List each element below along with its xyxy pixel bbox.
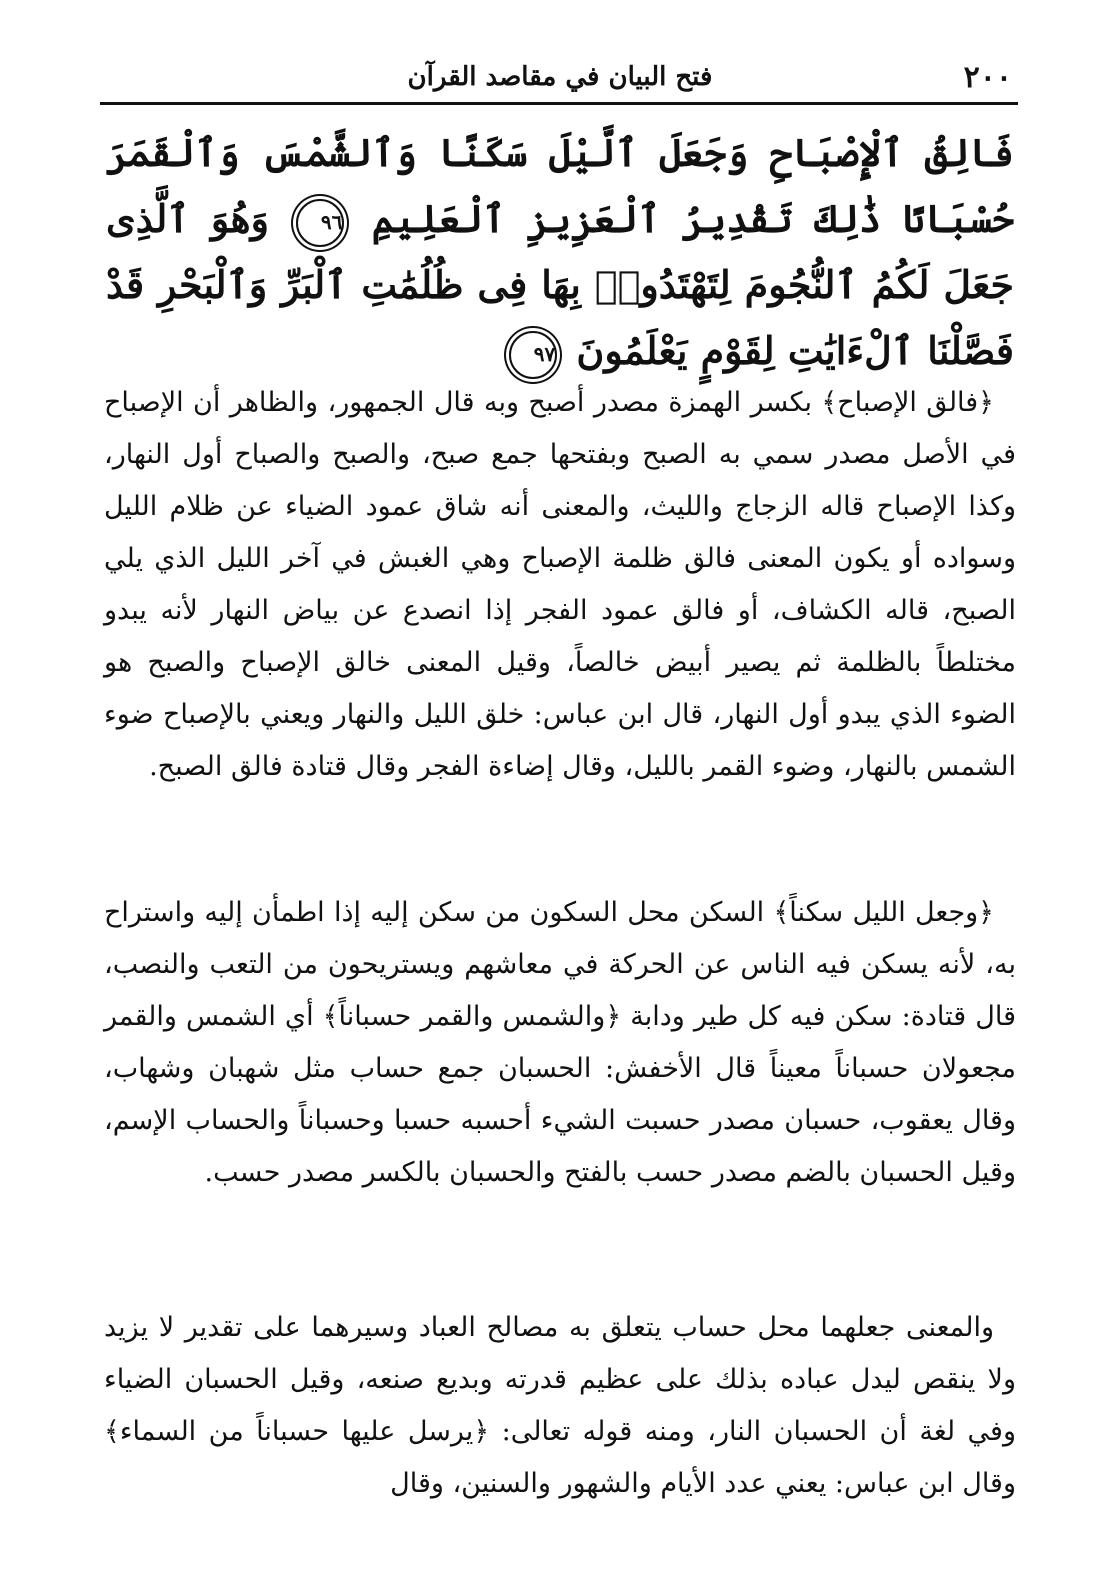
commentary-paragraph	[104, 377, 1016, 793]
commentary-paragraph	[104, 1302, 1016, 1510]
quran-verse-block	[106, 120, 1014, 384]
commentary-paragraph-2-text: ﴿وجعل الليل سكناً﴾ السكن محل السكون من سكن إليه إذا اطمأن إليه واستراح به، لأنه يسكن فيه الناس عن الحركة في معاشهم ويستريحون من التعب والنصب، قال قتادة: سكن فيه كل طير ودابة ﴿والشمس والقمر حسباناً﴾ أي الشمس والقمر مجعولان حسباناً معيناً قال الأخفش: الحسبان جمع حساب مثل شهبان وشهاب، وقال يعقوب، حسبان مصدر حسبت الشيء أحسبه حسبا وحسباناً والحساب الإسم، وقيل الحسبان بالضم مصدر حسب بالفتح والحسبان بالكسر مصدر حسب.	[104, 897, 1016, 1188]
page-number: ٢٠٠	[963, 60, 1012, 95]
ayah-number-marker-96: ٩٦	[296, 199, 344, 247]
verse-text-96: فَالِقُ ٱلْإِصْبَاحِ وَجَعَلَ ٱلَّيْلَ سَكَنًا وَٱلشَّمْسَ وَٱلْقَمَرَ حُسْبَانًا ذَٰلِكَ تَقْدِيرُ ٱلْعَزِيزِ ٱلْعَلِيمِ	[106, 130, 1014, 241]
ayah-number-marker-97: ٩٧	[509, 331, 557, 379]
header-rule	[100, 102, 1018, 105]
verse-text-97: وَهُوَ ٱلَّذِى جَعَلَ لَكُمُ ٱلنُّجُومَ لِتَهْتَدُوا۟ بِهَا فِى ظُلُمَٰتِ ٱلْبَرِّ وَٱلْبَحْرِ قَدْ فَصَّلْنَا ٱلْءَايَٰتِ لِقَوْمٍ يَعْلَمُونَ	[106, 196, 1015, 373]
commentary-paragraph-3-text: والمعنى جعلهما محل حساب يتعلق به مصالح العباد وسيرهما على تقدير لا يزيد ولا ينقص ليدل عباده بذلك على عظيم قدرته وبديع صنعه، وقيل الحسبان الضياء وفي لغة أن الحسبان النار، ومنه قوله تعالى: ﴿يرسل عليها حسباناً من السماء﴾ وقال ابن عباس: يعني عدد الأيام والشهور والسنين، وقال	[104, 1312, 1016, 1499]
page-header	[100, 56, 1020, 100]
commentary-paragraph-1-text: ﴿فالق الإصباح﴾ بكسر الهمزة مصدر أصبح وبه قال الجمهور، والظاهر أن الإصباح في الأصل مصدر سمي به الصبح وبفتحها جمع صبح، والصبح والصباح أول النهار، وكذا الإصباح قاله الزجاج والليث، والمعنى أنه شاق عمود الضياء عن ظلام الليل وسواده أو يكون المعنى فالق ظلمة الإصباح وهي الغبش في آخر الليل الذي يلي الصبح، قاله الكشاف، أو فالق عمود الفجر إذا انصدع عن بياض النهار لأنه يبدو مختلطاً بالظلمة ثم يصير أبيض خالصاً، وقيل المعنى خالق الإصباح والصبح هو الضوء الذي يبدو أول النهار، قال ابن عباس: خلق الليل والنهار ويعني بالإصباح ضوء الشمس بالنهار، وضوء القمر بالليل، وقال إضاءة الفجر وقال قتادة فالق الصبح.	[104, 387, 1016, 782]
commentary-paragraph	[104, 887, 1016, 1199]
running-title: فتح البيان في مقاصد القرآن	[407, 62, 713, 92]
